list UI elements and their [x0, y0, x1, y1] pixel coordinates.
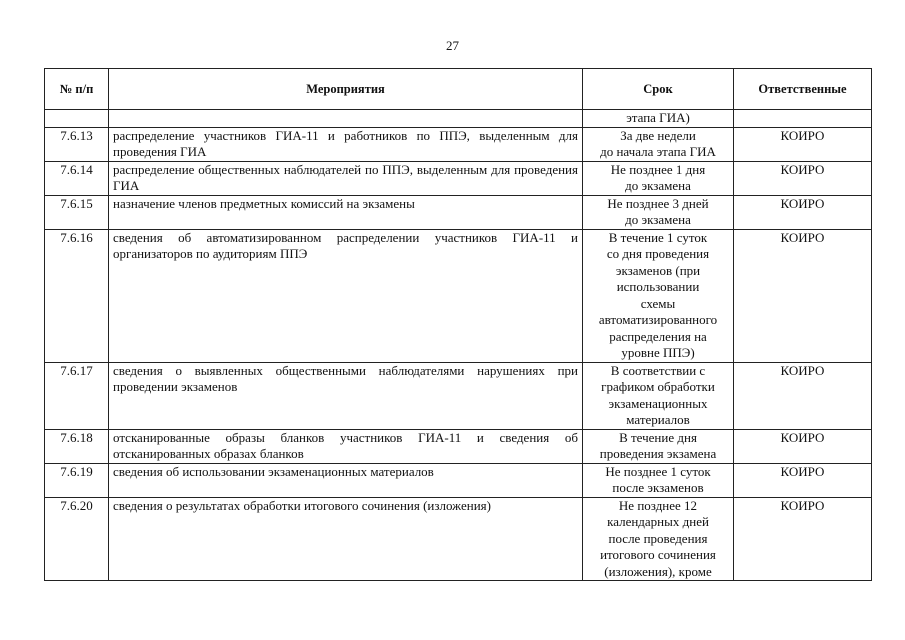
continuation-term: этапа ГИА)	[583, 110, 734, 128]
row-number: 7.6.14	[45, 161, 109, 195]
row-term: Не позднее 1 дня до экзамена	[583, 161, 734, 195]
header-event: Мероприятия	[109, 69, 583, 110]
row-responsible: КОИРО	[734, 463, 872, 497]
row-term: Не позднее 1 суток после экзаменов	[583, 463, 734, 497]
table-row	[45, 463, 872, 497]
header-num: № п/п	[45, 69, 109, 110]
row-number: 7.6.15	[45, 195, 109, 229]
table-row	[45, 497, 872, 581]
row-number: 7.6.17	[45, 362, 109, 429]
row-responsible: КОИРО	[734, 161, 872, 195]
row-event: распределение общественных наблюдателей по ППЭ, выделенным для проведения ГИА	[109, 161, 583, 195]
row-term: За две недели до начала этапа ГИА	[583, 127, 734, 161]
row-event: сведения о результатах обработки итогового сочинения (изложения)	[109, 497, 583, 581]
continuation-row	[45, 110, 872, 128]
table-header-row	[45, 69, 872, 110]
row-responsible: КОИРО	[734, 195, 872, 229]
events-table	[44, 68, 872, 581]
table-row	[45, 195, 872, 229]
row-responsible: КОИРО	[734, 362, 872, 429]
row-event: сведения о выявленных общественными наблюдателями нарушениях при проведении экзаменов	[109, 362, 583, 429]
table-cell	[109, 110, 583, 128]
row-term: В соответствии с графиком обработки экзаменационных материалов	[583, 362, 734, 429]
table-cell	[734, 110, 872, 128]
row-event: распределение участников ГИА-11 и работников по ППЭ, выделенным для проведения ГИА	[109, 127, 583, 161]
page-number: 27	[446, 38, 459, 53]
row-event: сведения об использовании экзаменационных материалов	[109, 463, 583, 497]
row-responsible: КОИРО	[734, 127, 872, 161]
row-number: 7.6.19	[45, 463, 109, 497]
table-row	[45, 161, 872, 195]
row-responsible: КОИРО	[734, 497, 872, 581]
row-number: 7.6.20	[45, 497, 109, 581]
row-number: 7.6.18	[45, 429, 109, 463]
row-number: 7.6.16	[45, 229, 109, 362]
row-event: отсканированные образы бланков участников ГИА-11 и сведения об отсканированных образах бланков	[109, 429, 583, 463]
table-row	[45, 127, 872, 161]
row-term: В течение дня проведения экзамена	[583, 429, 734, 463]
table-row	[45, 429, 872, 463]
header-term: Срок	[583, 69, 734, 110]
row-term: Не позднее 3 дней до экзамена	[583, 195, 734, 229]
row-event: назначение членов предметных комиссий на экзамены	[109, 195, 583, 229]
row-responsible: КОИРО	[734, 429, 872, 463]
table-row	[45, 229, 872, 362]
row-term: В течение 1 суток со дня проведения экзаменов (при использовании схемы автоматизированного распределения на уровне ППЭ)	[583, 229, 734, 362]
row-event: сведения об автоматизированном распределении участников ГИА-11 и организаторов по аудиториям ППЭ	[109, 229, 583, 362]
table-cell	[45, 110, 109, 128]
row-responsible: КОИРО	[734, 229, 872, 362]
header-responsible: Ответственные	[734, 69, 872, 110]
row-term: Не позднее 12 календарных дней после проведения итогового сочинения (изложения), кроме	[583, 497, 734, 581]
table-row	[45, 362, 872, 429]
row-number: 7.6.13	[45, 127, 109, 161]
